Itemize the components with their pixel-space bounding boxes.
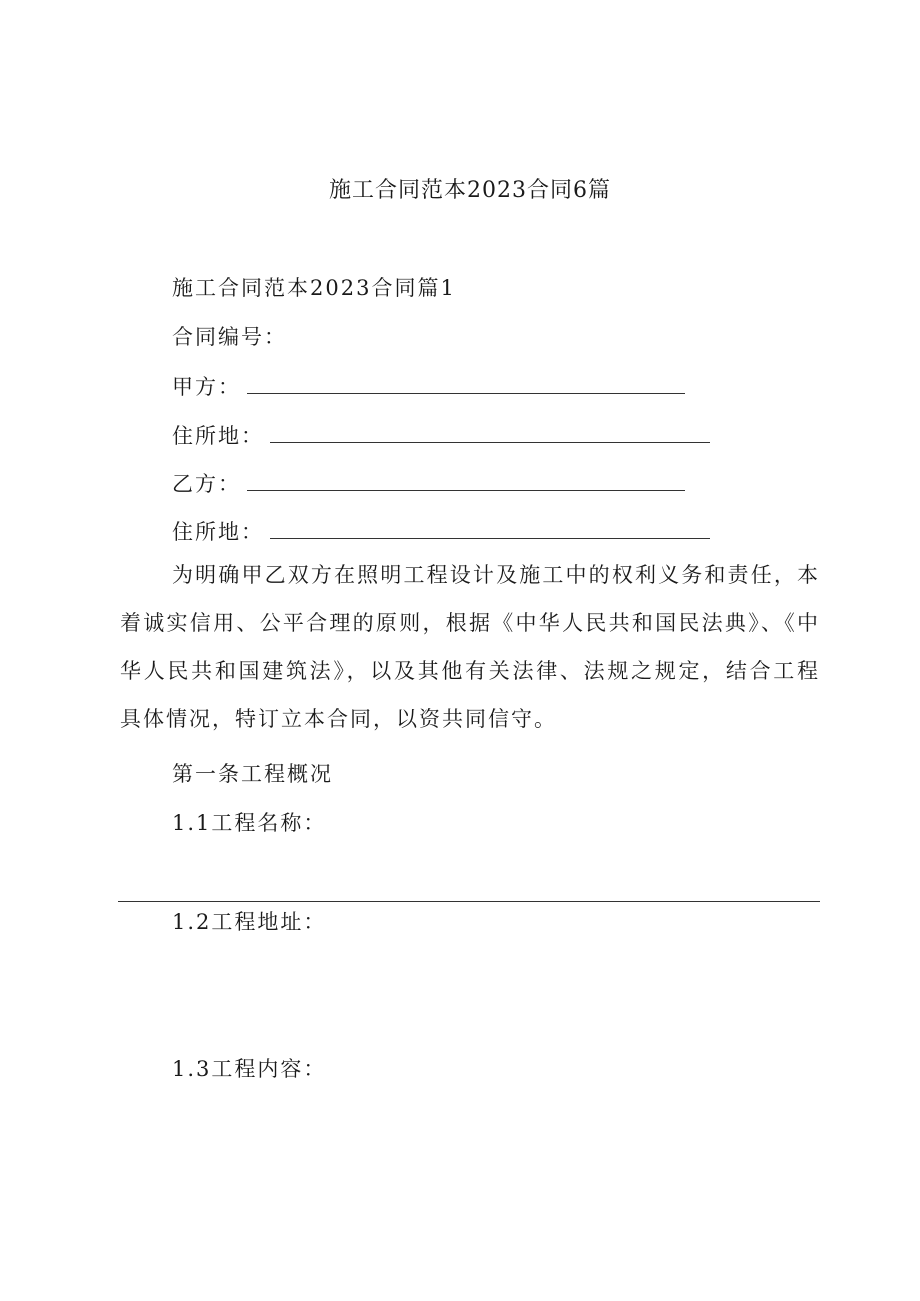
- item-1-1-blank-line: [118, 901, 820, 902]
- document-title: 施工合同范本2023合同6篇: [329, 178, 611, 203]
- contract-number-label: 合同编号：: [172, 325, 287, 349]
- contract-number-row: [172, 321, 287, 351]
- article-1-heading: 第一条工程概况: [172, 762, 333, 786]
- item-1-3: 1.3工程内容：: [172, 1057, 327, 1081]
- item-1-1: 1.1工程名称：: [172, 811, 327, 835]
- item-1-2: 1.2工程地址：: [172, 910, 327, 934]
- party-a-row: [172, 371, 685, 401]
- intro-paragraph: 为明确甲乙双方在照明工程设计及施工中的权利义务和责任，本着诚实信用、公平合理的原则，根据《中华人民共和国民法典》、《中华人民共和国建筑法》，以及其他有关法律、法规之规定，结合工程具体情况，特订立本合同，以资共同信守。: [120, 563, 820, 731]
- address-a-row: [172, 420, 710, 450]
- address-b-blank-line: [270, 522, 710, 539]
- address-a-blank-line: [270, 426, 710, 443]
- address-a-label: 住所地：: [172, 424, 264, 448]
- address-b-row: [172, 516, 710, 546]
- party-a-blank-line: [247, 377, 685, 394]
- party-b-blank-line: [247, 474, 685, 491]
- party-a-label: 甲方：: [172, 375, 241, 399]
- address-b-label: 住所地：: [172, 520, 264, 544]
- party-b-label: 乙方：: [172, 472, 241, 496]
- section-heading: 施工合同范本2023合同篇1: [172, 276, 456, 300]
- party-b-row: [172, 468, 685, 498]
